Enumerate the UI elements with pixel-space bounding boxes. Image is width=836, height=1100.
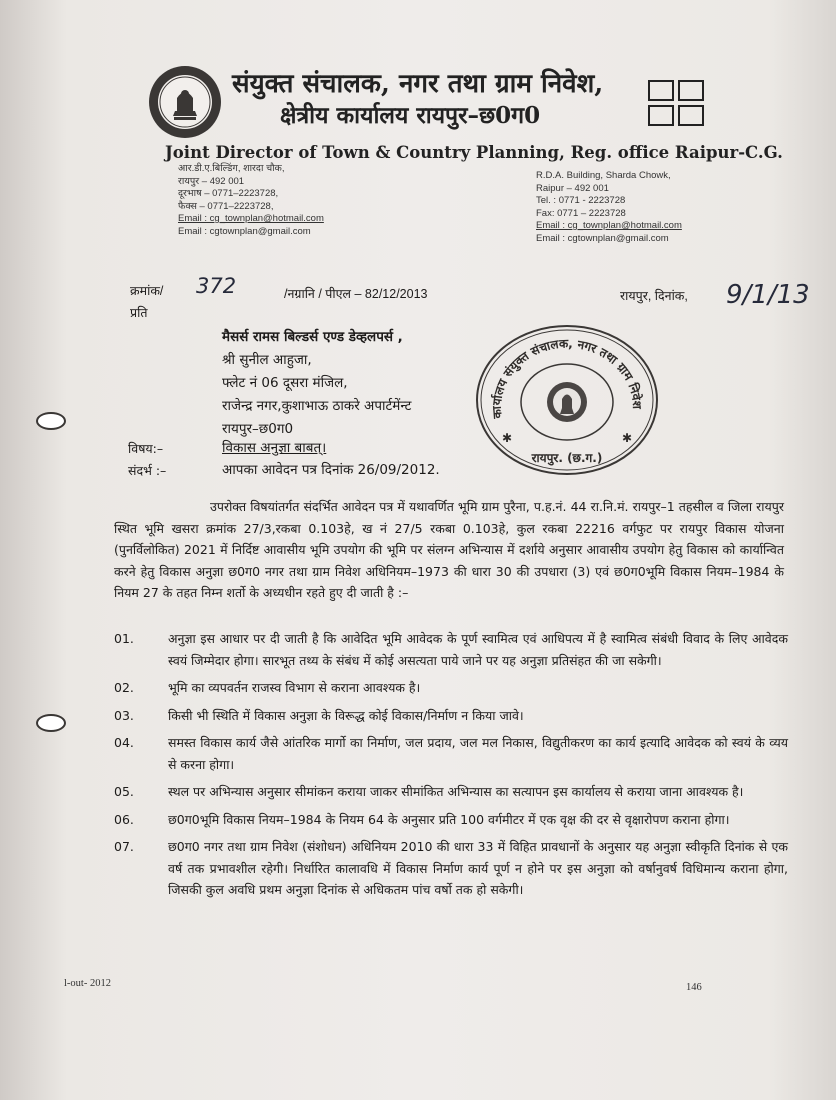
condition-number: 06.	[114, 811, 134, 827]
address-line: Raipur – 492 001	[536, 182, 609, 194]
condition-text: स्थल पर अभिन्यास अनुसार सीमांकन कराया जाकर सीमांकित अभिन्यास का सत्यापन इस कार्यालय से कराया जाना आवश्यक है।	[168, 784, 744, 799]
punch-hole	[36, 412, 66, 430]
condition-item	[114, 628, 788, 671]
addressee-line: राजेन्द्र नगर,कुशाभाऊ ठाकरे अपार्टमेंन्ट	[222, 398, 412, 414]
svg-text:✱: ✱	[502, 431, 513, 445]
address-line: रायपुर – 492 001	[178, 175, 245, 187]
address-line: फैक्स – 0771–2223728,	[178, 200, 274, 212]
letter-body-paragraph: उपरोक्त विषयांतर्गत संदर्भित आवेदन पत्र में यथावर्णित भूमि ग्राम पुरैना, प.ह.नं. 44 रा.नि.मं. रायपुर–1 तहसील व जिला रायपुर स्थित भूमि खसरा क्रमांक 27/3,रकबा 0.103हे, ख नं 27/5 रकबा 0.103हे, कुल रकबा 22216 वर्गफुट पर रायपुर विकास योजना (पुनर्विलोकित) 2021 में निर्दिष्ट आवासीय भूमि उपयोग की भूमि पर संलग्न अभिन्यास में दर्शाये अनुसार आवासीय उपयोग हेतु विकास को कार्यान्वित करने हेतु विकास अनुज्ञा छ0ग0 नगर तथा ग्राम निवेश अधिनियम–1973 की धारा 30 की उपधारा (3) एवं छ0ग0भूमि विकास नियम–1984 के नियम 27 के तहत निम्न शर्तो के अध्यधीन रहते हुए दी जाती है :–	[114, 499, 784, 600]
form-code: l-out- 2012	[64, 978, 111, 989]
condition-number: 03.	[114, 707, 134, 723]
addressee-line: रायपुर–छ0ग0	[222, 421, 294, 437]
file-reference: /नग्रानि / पीएल – 82/12/2013	[284, 287, 428, 301]
condition-item	[114, 836, 788, 901]
reference-label: संदर्भ :–	[128, 463, 167, 478]
address-english-block	[536, 170, 682, 245]
page-number: 146	[686, 982, 702, 993]
svg-text:कार्यालय संयुक्त संचालक, नगर त: कार्यालय संयुक्त संचालक, नगर तथा ग्राम निवेश	[489, 336, 645, 420]
address-line: Tel. : 0771 - 2223728	[536, 195, 626, 206]
email-link[interactable]: Email : cg_townplan@hotmail.com	[178, 213, 324, 224]
email-link[interactable]: Email : cgtownplan@gmail.com	[536, 232, 669, 244]
office-subtitle-hindi: क्षेत्रीय कार्यालय रायपुर–छ0ग0	[280, 102, 541, 129]
office-title-english: Joint Director of Town & Country Planning, Reg. office Raipur-C.G.	[165, 143, 783, 162]
condition-number: 07.	[114, 839, 134, 854]
condition-item	[114, 809, 788, 831]
email-link[interactable]: Email : cg_townplan@hotmail.com	[536, 220, 682, 231]
condition-number: 01.	[114, 631, 134, 646]
condition-item	[114, 732, 788, 775]
address-line: आर.डी.ए.बिल्डिंग, शारदा चौक,	[178, 163, 285, 174]
svg-text:रायपुर. (छ.ग.): रायपुर. (छ.ग.)	[531, 451, 603, 465]
address-line: दूरभाष – 0771–2223728,	[178, 188, 279, 199]
address-hindi-block	[178, 163, 324, 238]
condition-item	[114, 677, 788, 699]
email-link[interactable]: Email : cgtownplan@gmail.com	[178, 225, 311, 237]
condition-item	[114, 781, 788, 803]
condition-number: 02.	[114, 680, 134, 695]
address-line: Fax: 0771 – 2223728	[536, 207, 626, 219]
condition-text: समस्त विकास कार्य जैसे आंतरिक मार्गो का निर्माण, जल प्रदाय, जल मल निकास, विद्युतीकरण का कार्य इत्यादि आवेदक को स्वयं के व्यय से करना होगा।	[168, 735, 788, 772]
subject-label: विषय:–	[128, 441, 164, 456]
condition-text: भूमि का व्यपवर्तन राजस्व विभाग से कराना आवश्यक है।	[168, 680, 421, 695]
prati-label: प्रति	[130, 306, 148, 320]
office-title-hindi: संयुक्त संचालक, नगर तथा ग्राम निवेश,	[232, 69, 604, 99]
subject-text: विकास अनुज्ञा बाबत्।	[222, 440, 327, 456]
kramank-label: क्रमांक/	[130, 284, 164, 298]
handwritten-number: 372	[196, 274, 237, 298]
place-date-label: रायपुर, दिनांक,	[620, 289, 688, 303]
condition-item	[114, 705, 788, 727]
condition-text: अनुज्ञा इस आधार पर दी जाती है कि आवेदित भूमि आवेदक के पूर्ण स्वामित्व एवं आधिपत्य में है स्वामित्व संबंधी विवाद के लिए आवेदक स्वयं जिम्मेदार होगा। सारभूत तथ्य के संबंध में कोई असत्यता पाये जाने पर यह अनुज्ञा प्रतिसंहत की जा सकेगी।	[168, 631, 788, 668]
office-seal-stamp	[472, 322, 662, 478]
reference-text: आपका आवेदन पत्र दिनांक 26/09/2012.	[222, 462, 440, 478]
condition-text: छ0ग0भूमि विकास नियम–1984 के नियम 64 के अनुसार प्रति 100 वर्गमीटर में एक वृक्ष की दर से वृक्षारोपण कराना होगा।	[168, 811, 730, 827]
handwritten-date: 9/1/13	[726, 280, 810, 310]
condition-text: छ0ग0 नगर तथा ग्राम निवेश (संशोधन) अधिनियम 2010 की धारा 33 में विहित प्रावधानों के अनुसार यह अनुज्ञा स्वीकृति दिनांक से एक वर्ष तक प्रभावशील रहेगी। निर्धारित कालावधि में विकास निर्माण कार्य पूर्ण न होने पर इस अनुज्ञा को वर्षानुवर्ष विधिमान्य कराना होगा, जिसकी कुल अवधि प्रथम अनुज्ञा दिनांक से अधिकतम पांच वर्षो तक हो सकेगी।	[168, 839, 788, 897]
addressee-line: फ्लेट नं 06 दूसरा मंजिल,	[222, 375, 348, 391]
header-box-grid	[648, 80, 704, 126]
addressee-line: मैसर्स रामस बिल्डर्स एण्ड डेव्हलपर्स ,	[222, 329, 403, 345]
punch-hole	[36, 714, 66, 732]
condition-number: 05.	[114, 784, 134, 799]
condition-text: किसी भी स्थिति में विकास अनुज्ञा के विरूद्ध कोई विकास/निर्माण न किया जावे।	[168, 707, 524, 723]
svg-text:✱: ✱	[622, 431, 633, 445]
conditions-list	[114, 628, 788, 907]
address-line: R.D.A. Building, Sharda Chowk,	[536, 170, 671, 181]
addressee-line: श्री सुनील आहुजा,	[222, 352, 312, 368]
addressee-block	[222, 326, 411, 441]
condition-number: 04.	[114, 735, 134, 750]
government-emblem-logo	[147, 64, 223, 140]
